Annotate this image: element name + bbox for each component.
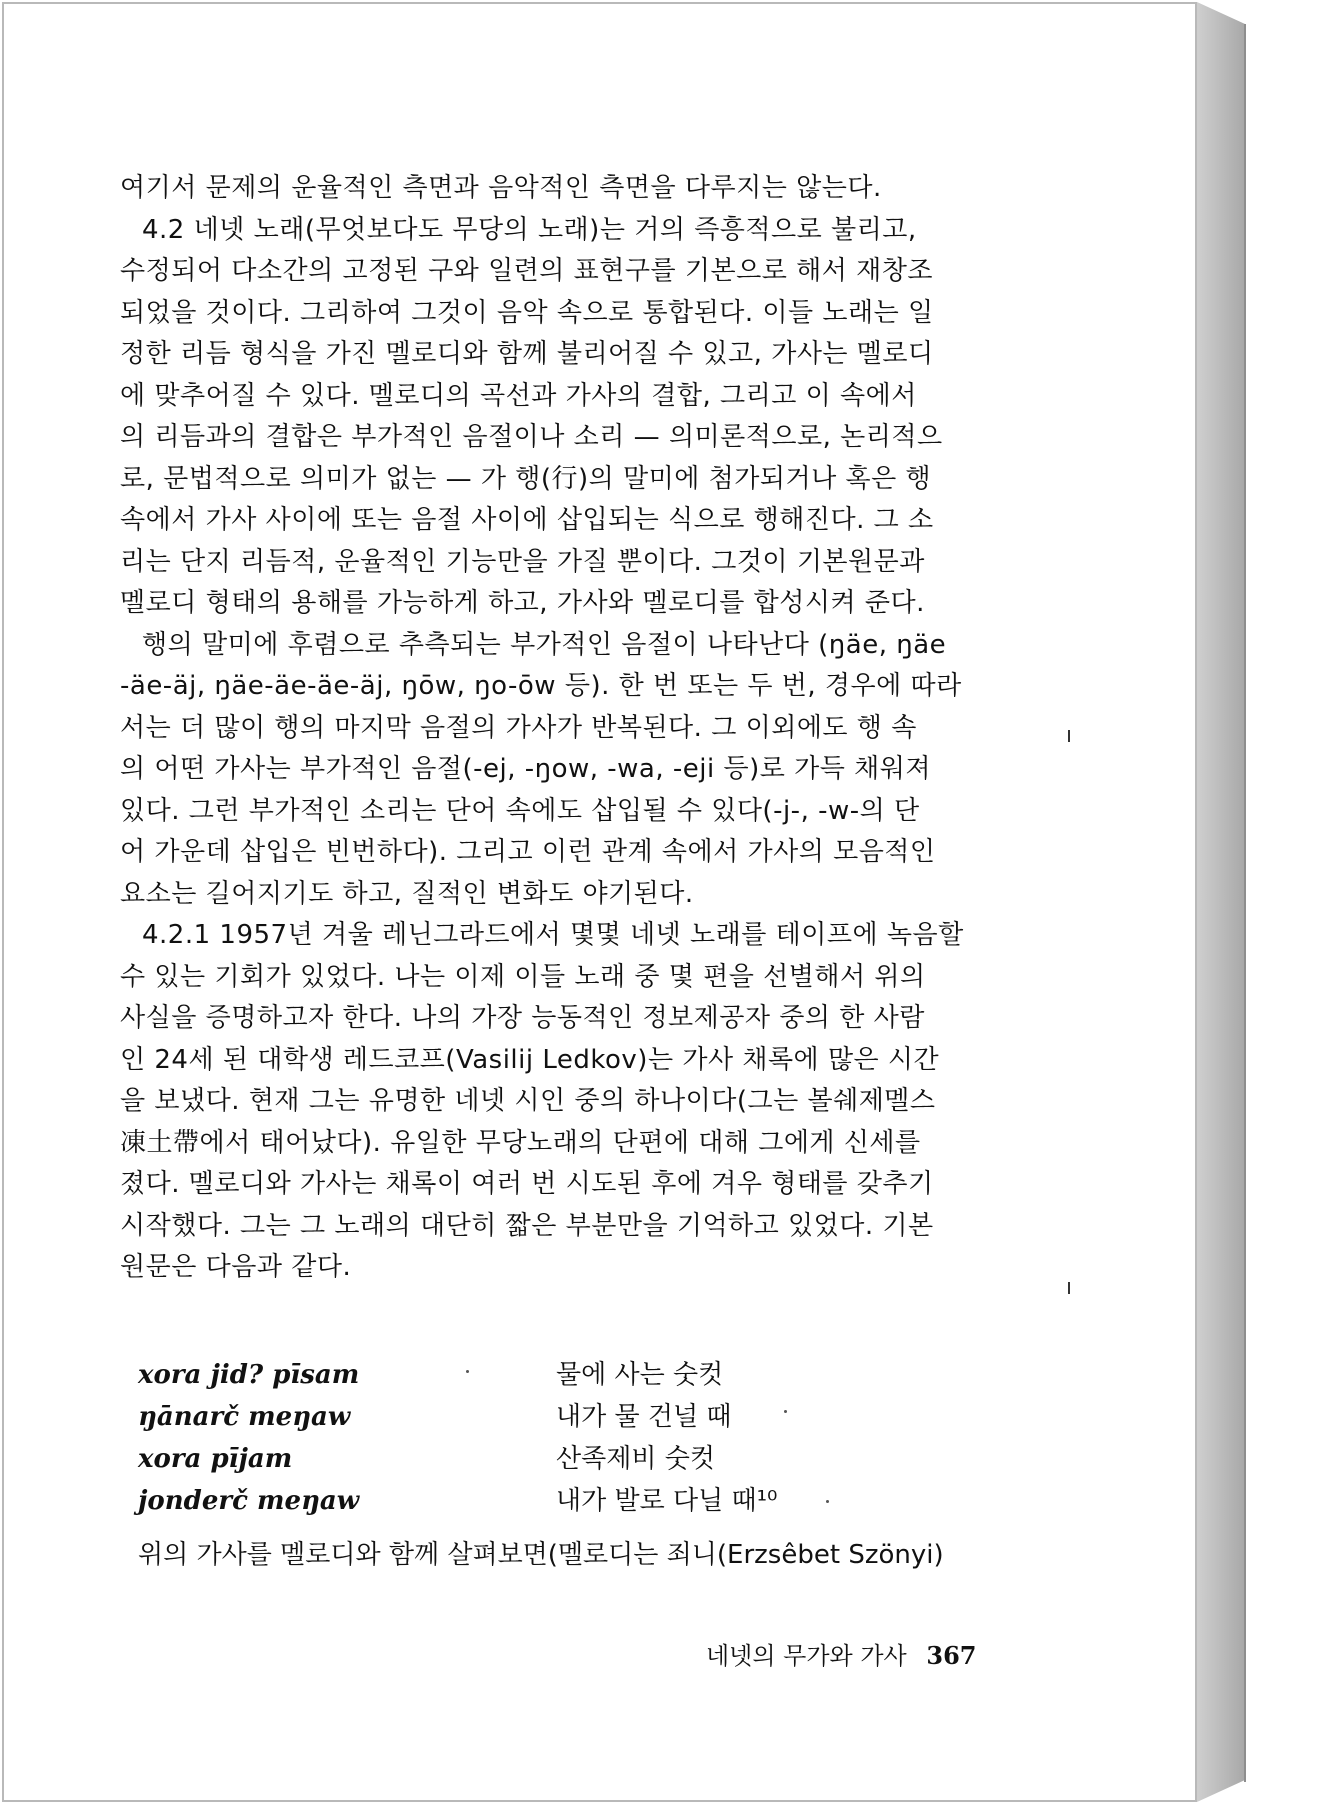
body-line: 속에서 가사 사이에 또는 음절 사이에 삽입되는 식으로 행해진다. 그 소 xyxy=(120,505,934,535)
body-line: 요소는 길어지기도 하고, 질적인 변화도 야기된다. xyxy=(120,878,694,909)
body-text xyxy=(120,168,1030,1289)
body-line: 로, 문법적으로 의미가 없는 — 가 행(行)의 말미에 첨가되거나 혹은 행 xyxy=(120,463,932,494)
paragraph-refrain-start: 행의 말미에 후렴으로 추측되는 부가적인 음절이 나타난다 (ŋäe, ŋäe xyxy=(142,629,947,660)
verse-row xyxy=(138,1438,878,1480)
body-line: 凍土帶에서 태어났다). 유일한 무당노래의 단편에 대해 그에게 신세를 xyxy=(120,1127,921,1158)
body-line: 어 가운데 삽입은 빈번하다). 그리고 이런 관계 속에서 가사의 모음적인 xyxy=(120,837,936,867)
body-line: 의 리듬과의 결합은 부가적인 음절이나 소리 — 의미론적으로, 논리적으 xyxy=(120,422,943,452)
scan-speck xyxy=(826,1500,829,1503)
body-line: 사실을 증명하고자 한다. 나의 가장 능동적인 정보제공자 중의 한 사람 xyxy=(120,1003,925,1033)
body-line: 졌다. 멜로디와 가사는 채록이 여러 번 시도된 후에 겨우 형태를 갖추기 xyxy=(120,1169,934,1199)
scan-speck xyxy=(466,1370,469,1373)
verse-source-text: ŋānarč meŋaw xyxy=(138,1402,351,1432)
body-line: 인 24세 된 대학생 레드코프(Vasilij Ledkov)는 가사 채록에 많은 시간 xyxy=(120,1044,940,1075)
body-line: -äe-äj, ŋäe-äe-äe-äj, ŋōw, ŋo-ōw 등). 한 번 또는 두 번, 경우에 따라 xyxy=(120,671,962,701)
verse-source-text: xora pījam xyxy=(138,1444,293,1474)
body-line: 멜로디 형태의 용해를 가능하게 하고, 가사와 멜로디를 합성시켜 준다. xyxy=(120,588,925,618)
scan-speck xyxy=(784,1410,787,1413)
running-title: 네넷의 무가와 가사 xyxy=(706,1642,907,1670)
body-line: 정한 리듬 형식을 가진 멜로디와 함께 불리어질 수 있고, 가사는 멜로디 xyxy=(120,339,934,369)
margin-mark xyxy=(1068,1282,1070,1294)
verse-row xyxy=(138,1480,878,1522)
verse-row xyxy=(138,1354,878,1396)
body-line: 되었을 것이다. 그리하여 그것이 음악 속으로 통합된다. 이들 노래는 일 xyxy=(120,297,934,328)
body-line: 의 어떤 가사는 부가적인 음절(-ej, -ŋow, -wa, -eji 등)로 가득 채워져 xyxy=(120,754,931,784)
body-line: 시작했다. 그는 그 노래의 대단히 짧은 부분만을 기억하고 있었다. 기본 xyxy=(120,1210,934,1241)
body-line: 여기서 문제의 운율적인 측면과 음악적인 측면을 다루지는 않는다. xyxy=(120,173,882,203)
song-verse xyxy=(138,1354,878,1522)
verse-translation: 물에 사는 숫컷 xyxy=(556,1360,724,1390)
margin-mark xyxy=(1068,730,1070,742)
page-stack-edge xyxy=(1197,2,1245,1802)
verse-translation: 내가 발로 다닐 때¹⁰ xyxy=(556,1486,778,1516)
body-line: 서는 더 많이 행의 마지막 음절의 가사가 반복된다. 그 이외에도 행 속 xyxy=(120,712,917,743)
body-line: 에 맞추어질 수 있다. 멜로디의 곡선과 가사의 결합, 그리고 이 속에서 xyxy=(120,380,917,411)
section-4-2-1-start: 4.2.1 1957년 겨울 레닌그라드에서 몇몇 네넷 노래를 테이프에 녹음할 xyxy=(142,920,964,950)
verse-source-text: jonderč meŋaw xyxy=(138,1486,360,1516)
verse-translation: 내가 물 건널 때 xyxy=(556,1402,732,1432)
running-footer xyxy=(706,1636,976,1676)
page-edge-line xyxy=(1244,24,1246,1782)
page-number: 367 xyxy=(926,1641,977,1670)
verse-source-text: xora jid? pīsam xyxy=(138,1360,360,1390)
body-line: 있다. 그런 부가적인 소리는 단어 속에도 삽입될 수 있다(-j-, -w-의 단 xyxy=(120,795,920,826)
body-line: 원문은 다음과 같다. xyxy=(120,1252,352,1282)
body-line: 을 보냈다. 현재 그는 유명한 네넷 시인 중의 하나이다(그는 볼쉐제멜스 xyxy=(120,1086,936,1116)
verse-row xyxy=(138,1396,878,1438)
body-line: 수 있는 기회가 있었다. 나는 이제 이들 노래 중 몇 편을 선별해서 위의 xyxy=(120,961,926,992)
closing-line: 위의 가사를 멜로디와 함께 살펴보면(멜로디는 죄니(Erzsêbet Szönyi) xyxy=(138,1540,944,1570)
body-line: 리는 단지 리듬적, 운율적인 기능만을 가질 뿐이다. 그것이 기본원문과 xyxy=(120,546,925,577)
section-4-2-start: 4.2 네넷 노래(무엇보다도 무당의 노래)는 거의 즉흥적으로 불리고, xyxy=(142,214,917,245)
verse-translation: 산족제비 숫컷 xyxy=(556,1444,715,1474)
body-line: 수정되어 다소간의 고정된 구와 일련의 표현구를 기본으로 해서 재창조 xyxy=(120,256,933,286)
